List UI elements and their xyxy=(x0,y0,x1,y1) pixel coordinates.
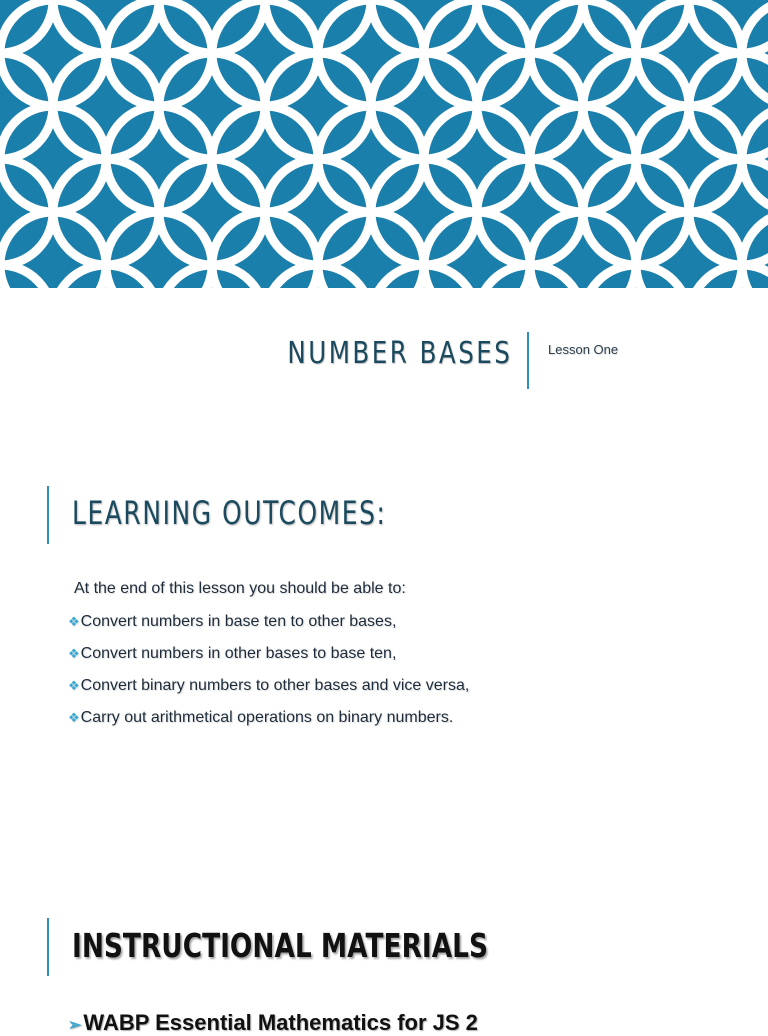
pattern-banner xyxy=(0,0,768,288)
outcome-text: Carry out arithmetical operations on binary numbers. xyxy=(80,709,454,726)
section-accent-bar xyxy=(47,918,49,976)
lesson-subtitle: Lesson One xyxy=(548,342,619,357)
outcome-text: Convert numbers in other bases to base ten, xyxy=(80,645,397,662)
instructional-materials-heading: INSTRUCTIONAL MATERIALS xyxy=(72,926,489,965)
geometric-pattern xyxy=(0,0,768,288)
list-item xyxy=(68,644,469,676)
arrow-bullet-icon: ➢ xyxy=(68,1017,82,1034)
diamond-bullet-icon: ❖ xyxy=(68,646,80,661)
diamond-bullet-icon: ❖ xyxy=(68,614,80,629)
outcomes-list xyxy=(68,612,469,740)
material-item xyxy=(68,1010,478,1036)
outcome-text: Convert numbers in base ten to other bases, xyxy=(80,613,397,630)
learning-outcomes-heading: LEARNING OUTCOMES: xyxy=(72,494,387,532)
section-accent-bar xyxy=(47,486,49,544)
page-title: NUMBER BASES xyxy=(287,336,512,371)
list-item xyxy=(68,676,469,708)
list-item xyxy=(68,708,469,740)
outcome-text: Convert binary numbers to other bases and vice versa, xyxy=(80,677,470,694)
title-divider xyxy=(527,332,529,389)
title-row xyxy=(0,330,768,390)
diamond-bullet-icon: ❖ xyxy=(68,710,80,725)
list-item xyxy=(68,612,469,644)
learning-intro: At the end of this lesson you should be able to: xyxy=(74,580,406,597)
material-text: WABP Essential Mathematics for JS 2 xyxy=(83,1010,478,1035)
diamond-bullet-icon: ❖ xyxy=(68,678,80,693)
